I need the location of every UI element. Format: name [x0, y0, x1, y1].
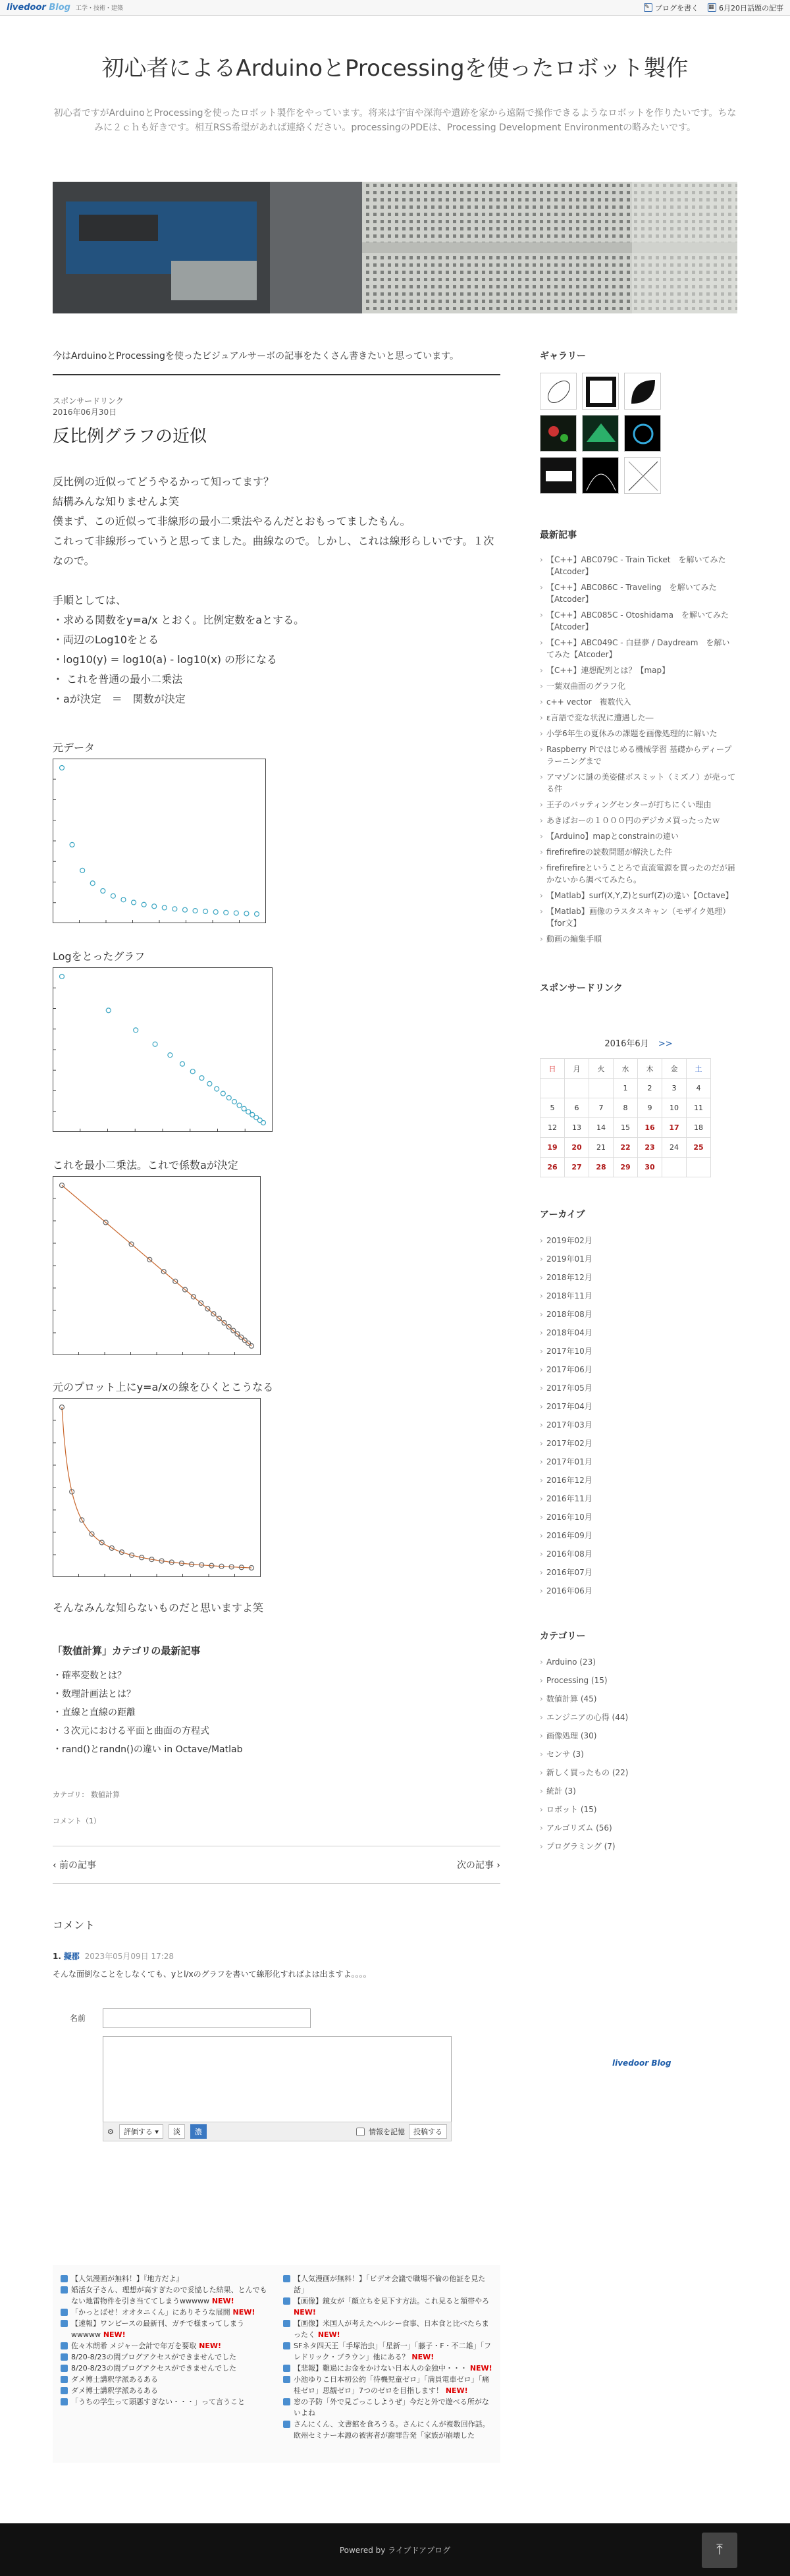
calendar-day: 14 — [589, 1118, 614, 1138]
plot-frame — [53, 968, 273, 1132]
category-link[interactable]: › 画像処理 (30) — [540, 1727, 737, 1745]
related-link[interactable] — [61, 2273, 270, 2284]
calendar-day-header: 月 — [565, 1059, 589, 1079]
archive-link[interactable]: › 2017年01月 — [540, 1453, 737, 1471]
figure-label-log-graph: Logをとったグラフ — [53, 950, 145, 963]
livedoor-logo[interactable] — [7, 3, 70, 13]
figure-label-original-data: 元データ — [53, 741, 95, 754]
calendar-day[interactable]: 17 — [662, 1118, 687, 1138]
logo-blog-text: Blog — [49, 3, 70, 13]
category-link[interactable]: › アルゴリズム (56) — [540, 1819, 737, 1837]
calendar-day — [589, 1079, 614, 1098]
related-link[interactable] — [61, 2385, 270, 2396]
gallery-thumb[interactable] — [540, 415, 577, 452]
calendar-day[interactable]: 28 — [589, 1158, 614, 1177]
review-select[interactable]: 評価する ▾ — [119, 2124, 163, 2139]
post-closing: そんなみんな知らないものだと思いますよ笑 — [53, 1601, 264, 1614]
livedoor-blog-logo[interactable]: livedoor Blog — [612, 2058, 672, 2068]
dark-toggle[interactable]: 濃 — [190, 2124, 207, 2139]
category-link[interactable]: › エンジニアの心得 (44) — [540, 1708, 737, 1727]
header-banner-image — [53, 182, 737, 313]
sponsor-label: スポンサードリンク — [53, 396, 124, 406]
plot-original-data[interactable] — [53, 759, 266, 923]
body-line: これって非線形っていうと思ってました。曲線なので。しかし、これは線形らしいです。１次なので。 — [53, 535, 494, 567]
related-link[interactable] — [283, 2363, 492, 2374]
calendar-day: 13 — [565, 1118, 589, 1138]
related-link[interactable] — [283, 2273, 492, 2295]
calendar-day-header: 火 — [589, 1059, 614, 1079]
name-label: 名前 — [70, 2014, 86, 2023]
category-recent-item[interactable]: ・ 直線と直線の距離 — [53, 1704, 500, 1722]
category-link[interactable]: › 新しく買ったもの (22) — [540, 1763, 737, 1782]
categories-title: カテゴリー — [540, 1631, 586, 1642]
archive-link[interactable]: › 2018年12月 — [540, 1268, 737, 1287]
calendar-day: 4 — [687, 1079, 711, 1098]
next-post-label: 次の記事 — [456, 1860, 494, 1871]
archive-link[interactable]: › 2017年06月 — [540, 1360, 737, 1379]
calendar-day[interactable]: 16 — [638, 1118, 662, 1138]
blog-intro: 今はArduinoとProcessingを使ったビジュアルサーボの記事をたくさん書きたいと思っています。 — [53, 349, 500, 375]
body-line: 手順としては、 — [53, 594, 127, 606]
related-link-text: 小池ゆりこ日本初公約「待機児童ゼロ」「満員電車ゼロ」「痛桂ゼロ」思観ゼロ」7つのゼロを目指します！ — [294, 2375, 489, 2395]
comment-item — [53, 1950, 500, 1979]
category-recent-item[interactable]: ・ ３次元における平面と曲面の方程式 — [53, 1722, 500, 1740]
calendar-day — [565, 1079, 589, 1098]
gallery-thumb[interactable] — [540, 457, 577, 494]
calendar-day[interactable]: 22 — [614, 1138, 638, 1158]
category-recent-item[interactable]: ・ rand()とrandn()の違い in Octave/Matlab — [53, 1740, 500, 1759]
category-list — [540, 1653, 737, 1856]
archive-link[interactable]: › 2018年08月 — [540, 1305, 737, 1324]
archive-link[interactable]: › 2016年11月 — [540, 1489, 737, 1508]
calendar-day: 3 — [662, 1079, 687, 1098]
calendar-day[interactable]: 27 — [565, 1158, 589, 1177]
calendar-next-link[interactable]: >> — [658, 1039, 673, 1049]
related-link-text: 8/20-8/23の間ブログアクセスができませんでした — [71, 2353, 237, 2361]
calendar-day: 15 — [614, 1118, 638, 1138]
top-bar — [0, 0, 790, 16]
calendar-header — [540, 1036, 737, 1049]
calendar-day: 1 — [614, 1079, 638, 1098]
archive-link[interactable]: › 2017年02月 — [540, 1434, 737, 1453]
calendar-day-header: 木 — [638, 1059, 662, 1079]
post-pager — [53, 1846, 500, 1884]
blog-title[interactable]: 初心者によるArduinoとProcessingを使ったロボット製作 — [101, 55, 689, 82]
plot-frame — [53, 1399, 261, 1577]
calendar-day-header: 土 — [687, 1059, 711, 1079]
recent-posts-title: 最新記事 — [540, 530, 577, 541]
archive-link[interactable]: › 2017年05月 — [540, 1379, 737, 1397]
archive-link[interactable]: › 2017年03月 — [540, 1416, 737, 1434]
recent-post-link[interactable]: › c++ vector 複数代入 — [540, 694, 737, 710]
category-recent-item[interactable]: ・ 確率変数とは？ — [53, 1667, 500, 1685]
comment-body-textarea[interactable] — [103, 2036, 452, 2132]
comment-form — [53, 2008, 500, 2147]
write-blog-label: ブログを書く — [655, 3, 698, 13]
calendar-day: 21 — [589, 1138, 614, 1158]
archive-link[interactable]: › 2017年10月 — [540, 1342, 737, 1360]
related-link[interactable] — [283, 2295, 492, 2318]
daily-topics-link[interactable] — [708, 3, 783, 13]
related-link-text: 【人気漫画が無料！】『地方だよ』 — [71, 2274, 184, 2283]
related-link-text: 【画像】鏡女が「顔立ちを見下す方法。これ見ると頷帯やろ — [294, 2297, 489, 2305]
new-badge: NEW! — [409, 2353, 434, 2361]
sidebar — [540, 349, 737, 1856]
recent-post-link[interactable]: › 動画の編集手順 — [540, 931, 737, 947]
next-post-link[interactable]: 次の記事 › — [456, 1860, 500, 1871]
body-line: ・ これを普通の最小二乗法 — [53, 673, 183, 685]
archive-link[interactable]: › 2016年06月 — [540, 1582, 737, 1600]
related-link[interactable] — [283, 2396, 492, 2419]
category-link[interactable]: › ロボット (15) — [540, 1800, 737, 1819]
new-badge: NEW! — [230, 2308, 255, 2317]
archive-link[interactable]: › 2016年07月 — [540, 1563, 737, 1582]
category-link[interactable]: › Arduino (23) — [540, 1653, 737, 1671]
recent-post-link[interactable]: › あきばおーの１０００円のデジカメ買ったったｗ — [540, 813, 737, 828]
comment-date: 2023年05月09日 17:28 — [84, 1952, 174, 1961]
gallery-title: ギャラリー — [540, 351, 586, 362]
archive-link[interactable]: › 2016年09月 — [540, 1526, 737, 1545]
related-link-text: 【人気漫画が無料！】「ビデオ会議で職場不倫の他証を見た話」 — [294, 2274, 486, 2294]
recent-post-link[interactable]: › ε言語で変な状況に遭遇した― — [540, 710, 737, 726]
comment-number: 1. — [53, 1952, 61, 1961]
related-links-left — [61, 2273, 270, 2455]
category-recent-list — [53, 1667, 500, 1759]
plot-frame — [53, 759, 266, 923]
body-line: ・aが決定 ＝ 関数が決定 — [53, 693, 186, 705]
footer — [0, 2523, 790, 2576]
powered-by[interactable]: Powered by ライブドアブログ — [339, 2545, 451, 2555]
category-link[interactable]: › Processing (15) — [540, 1671, 737, 1690]
calendar-day[interactable]: 25 — [687, 1138, 711, 1158]
calendar-day-header: 水 — [614, 1059, 638, 1079]
figure-label-fit-curve: 元のプロット上にy=a/xの線をひくとこうなる — [53, 1381, 274, 1393]
related-link-text: 「かっとばせ！オオタニくん」にありそうな展開 — [71, 2308, 230, 2317]
calendar-day — [540, 1079, 565, 1098]
related-link[interactable] — [61, 2284, 270, 2307]
related-link-text: 「うちの学生って頭悪すぎない・・・」って言うこと — [71, 2398, 245, 2406]
recent-posts-list — [540, 552, 737, 947]
gallery-thumb[interactable] — [624, 457, 661, 494]
category-link[interactable]: › センサ (3) — [540, 1745, 737, 1763]
category-recent-title: 「数値計算」カテゴリの最新記事 — [53, 1645, 201, 1657]
prev-post-link[interactable]: ‹ 前の記事 — [53, 1860, 97, 1871]
related-link-text: ダメ博士講釈学派あるある — [71, 2386, 158, 2395]
calendar-month: 2016年6月 — [604, 1039, 649, 1049]
recent-post-link[interactable]: › 【Arduino】mapとconstrainの違い — [540, 828, 737, 844]
calendar-day-header: 金 — [662, 1059, 687, 1079]
archive-link[interactable]: › 2018年11月 — [540, 1287, 737, 1305]
gallery-thumb[interactable] — [624, 415, 661, 452]
new-badge: NEW! — [209, 2297, 234, 2305]
plot-log-data[interactable] — [53, 967, 273, 1132]
post-body — [53, 472, 500, 709]
recent-post-link[interactable]: › 【C++】ABC086C - Traveling を解いてみた【Atcoder】 — [540, 579, 737, 607]
blog-genre[interactable]: 工学・技術・建築 — [75, 5, 123, 12]
new-badge: NEW! — [443, 2386, 468, 2395]
related-link[interactable] — [61, 2374, 270, 2385]
write-blog-link[interactable] — [644, 3, 698, 13]
body-line: 反比例の近似ってどうやるかって知ってます？ — [53, 475, 275, 488]
recent-post-link[interactable]: › firefirefireということろで直流電源を買ったのだが届かないから調べてみたら。 — [540, 860, 737, 888]
category-link[interactable]: › 統計 (3) — [540, 1782, 737, 1800]
related-link[interactable] — [61, 2340, 270, 2351]
recent-post-link[interactable]: › 【C++】連想配列とは？【map】 — [540, 662, 737, 678]
pencil-icon: ✎ — [644, 3, 652, 12]
related-link[interactable] — [61, 2363, 270, 2374]
post-title[interactable]: 反比例グラフの近似 — [53, 427, 207, 446]
calendar-day[interactable]: 19 — [540, 1138, 565, 1158]
back-to-top-button[interactable]: ⤒ — [702, 2533, 737, 2568]
body-line: 僕まず、この近似って非線形の最小二乗法やるんだとおもってましたもん。 — [53, 515, 411, 527]
new-badge: NEW! — [467, 2364, 492, 2373]
comment-toolbar — [103, 2122, 452, 2141]
related-link-text: 【悲報】難過にお金をかけない日本人の金独中・・・ — [294, 2364, 467, 2373]
category-link[interactable]: › プログラミング (7) — [540, 1837, 737, 1856]
related-link-text: ダメ博士講釈学派あるある — [71, 2375, 158, 2384]
recent-post-link[interactable]: › 【Matlab】画像のラスタスキャン（モザイク処理）【for文】 — [540, 903, 737, 931]
body-line — [53, 571, 500, 591]
body-line: ・log10(y) = log10(a) - log10(x) の形になる — [53, 653, 278, 666]
recent-post-link[interactable]: › 【Matlab】surf(X,Y,Z)とsurf(Z)の違い【Octave】 — [540, 888, 737, 903]
calendar-day: 24 — [662, 1138, 687, 1158]
gallery-thumb[interactable] — [582, 373, 619, 410]
new-badge: NEW! — [315, 2330, 340, 2339]
recent-post-link[interactable]: › 一葉双曲面のグラフ化 — [540, 678, 737, 694]
related-link-text: 【画像】米国人が考えたヘルシー食事、日本食と比べたらまったく — [294, 2319, 489, 2339]
post-date: 2016年06月30日 — [53, 408, 117, 417]
recent-post-link[interactable]: › 【C++】ABC049C - 白昼夢 / Daydream を解いてみた【Atcoder】 — [540, 635, 737, 662]
calendar-day[interactable]: 26 — [540, 1158, 565, 1177]
calendar-day — [662, 1158, 687, 1177]
breadboard-photo — [53, 182, 737, 313]
gallery-grid — [540, 373, 737, 494]
remember-checkbox[interactable] — [356, 2128, 365, 2136]
blog-description: 初心者ですがArduinoとProcessingを使ったロボット製作をやっています。将来は宇宙や深海や遺跡を家から遠隔で操作できるようなロボットを作りたいです。ちなみに２ｃｈも好きです。相互RSS希望があれば連絡ください。processingのPDEは、Processing Development Environmentの略みたいです。 — [53, 108, 737, 133]
calendar-day: 18 — [687, 1118, 711, 1138]
related-link[interactable] — [283, 2419, 492, 2441]
gear-icon[interactable]: ⚙ — [107, 2127, 114, 2136]
archive-list — [540, 1231, 737, 1600]
related-link[interactable] — [283, 2318, 492, 2340]
main-column — [53, 349, 500, 2147]
plot-fit-curve[interactable] — [53, 1398, 261, 1577]
related-link-text: 【速報】ワンピースの最新刊、ガチで様まってしまうwwwww — [71, 2319, 245, 2339]
category-recent-item[interactable]: ・ 数理計画法とは？ — [53, 1685, 500, 1704]
comment-author[interactable]: 擬郡 — [63, 1952, 80, 1961]
comments-heading: コメント — [53, 1919, 95, 1931]
body-line: 結構みんな知りませんよ笑 — [53, 495, 180, 508]
archive-link[interactable]: › 2016年12月 — [540, 1471, 737, 1489]
new-badge: NEW! — [294, 2308, 316, 2317]
related-link[interactable] — [61, 2351, 270, 2363]
calendar-day[interactable]: 20 — [565, 1138, 589, 1158]
archive-link[interactable]: › 2018年04月 — [540, 1324, 737, 1342]
recent-post-link[interactable]: › 王子のバッティングセンターが打ちにくい理由 — [540, 797, 737, 813]
archive-link[interactable]: › 2019年01月 — [540, 1250, 737, 1268]
related-link[interactable] — [61, 2307, 270, 2318]
daily-topics-label: 6月20日話題の記事 — [719, 3, 783, 13]
calendar-icon: ▦ — [708, 3, 716, 12]
body-line: ・求める関数をy=a/x とおく。比例定数をaとする。 — [53, 614, 305, 626]
calendar-day: 9 — [638, 1098, 662, 1118]
recent-post-link[interactable]: › 小学6年生の夏休みの課題を画像処理的に解いた — [540, 726, 737, 741]
related-link[interactable] — [61, 2396, 270, 2407]
archive-link[interactable]: › 2016年08月 — [540, 1545, 737, 1563]
comment-text: そんな面倒なことをしなくても、yとl/xのグラフを書いて線形化すればよは出ますよ。。。。 — [53, 1970, 371, 1979]
calendar-day — [687, 1158, 711, 1177]
gallery-thumb[interactable] — [624, 373, 661, 410]
calendar-day: 5 — [540, 1098, 565, 1118]
related-link-text: さんにくん、文書館を食ろうる。さんにくんが複数回作話。欧州セミナー本源の被害者が謝罪告発「家族が崩壊した — [294, 2420, 490, 2440]
related-link-text: SFネタ四天王「手塚治虫」「星新一」「藤子・F・不二雄」「フレドリック・ブラウン」他にある？ — [294, 2342, 492, 2361]
calendar-day-header: 日 — [540, 1059, 565, 1079]
archive-link[interactable]: › 2016年10月 — [540, 1508, 737, 1526]
related-link-text: 婚活女子さん、理想が高すぎたので妥協した結果、とんでもない地雷物件を引き当ててしまうwwwww — [71, 2286, 267, 2305]
recent-post-link[interactable]: › アマゾンに謎の美姿健ボスミット（ミズノ）が売ってる件 — [540, 769, 737, 797]
new-badge: NEW! — [196, 2342, 221, 2350]
gallery-thumb[interactable] — [540, 373, 577, 410]
related-link-text: 佐々木朗希 メジャー会計で年万を要取 — [71, 2342, 197, 2350]
review-label: 評価する — [123, 2128, 153, 2136]
recent-post-link[interactable]: › Raspberry Piではじめる機械学習 基礎からディープラーニングまで — [540, 741, 737, 769]
calendar-day: 11 — [687, 1098, 711, 1118]
comment-name-input[interactable] — [103, 2008, 311, 2028]
figure-label-least-squares: これを最小二乗法。これで係数aが決定 — [53, 1159, 238, 1171]
post-category-meta[interactable]: カテゴリ： 数値計算 — [53, 1790, 120, 1799]
category-link[interactable]: › 数値計算 (45) — [540, 1690, 737, 1708]
related-links-box — [53, 2265, 500, 2463]
calendar-day: 2 — [638, 1079, 662, 1098]
calendar-day[interactable]: 23 — [638, 1138, 662, 1158]
calendar-day: 7 — [589, 1098, 614, 1118]
related-link[interactable] — [283, 2340, 492, 2363]
related-links-right — [283, 2273, 492, 2455]
calendar-day: 8 — [614, 1098, 638, 1118]
prev-post-label: 前の記事 — [59, 1860, 97, 1871]
remember-label: 情報を記憶 — [369, 2128, 405, 2136]
archive-link[interactable]: › 2017年04月 — [540, 1397, 737, 1416]
blog-header — [0, 16, 790, 148]
related-link-text: 窓の予防「外で見ごっこしようぜ」今だと外で遊べる所がないよね — [294, 2398, 489, 2417]
archive-link[interactable]: › 2019年02月 — [540, 1231, 737, 1250]
calendar-table — [540, 1058, 711, 1177]
gallery-thumb[interactable] — [582, 457, 619, 494]
recent-post-link[interactable]: › 【C++】ABC079C - Train Ticket を解いてみた【Atcoder】 — [540, 552, 737, 579]
light-toggle[interactable]: 淡 — [169, 2124, 185, 2139]
calendar — [540, 1036, 737, 1177]
calendar-day[interactable]: 30 — [638, 1158, 662, 1177]
new-badge: NEW! — [100, 2330, 126, 2339]
body-line: ・両辺のLog10をとる — [53, 633, 159, 646]
gallery-thumb[interactable] — [582, 415, 619, 452]
calendar-day: 12 — [540, 1118, 565, 1138]
logo-text: livedoor — [7, 3, 46, 13]
post-comment-count[interactable]: コメント（1） — [53, 1817, 101, 1825]
related-link[interactable] — [283, 2374, 492, 2396]
submit-button[interactable]: 投稿する — [409, 2124, 447, 2139]
plot-least-squares-fit[interactable] — [53, 1176, 261, 1355]
calendar-day: 10 — [662, 1098, 687, 1118]
archive-title: アーカイブ — [540, 1210, 585, 1220]
calendar-day[interactable]: 29 — [614, 1158, 638, 1177]
recent-post-link[interactable]: › 【C++】ABC085C - Otoshidama を解いてみた【Atcoder】 — [540, 607, 737, 635]
calendar-day: 6 — [565, 1098, 589, 1118]
recent-post-link[interactable]: › firefirefireの読数問題が解決した件 — [540, 844, 737, 860]
related-link-text: 8/20-8/23の間ブログアクセスができませんでした — [71, 2364, 237, 2373]
related-link[interactable] — [61, 2318, 270, 2340]
sidebar-sponsor-title: スポンサードリンク — [540, 983, 623, 994]
